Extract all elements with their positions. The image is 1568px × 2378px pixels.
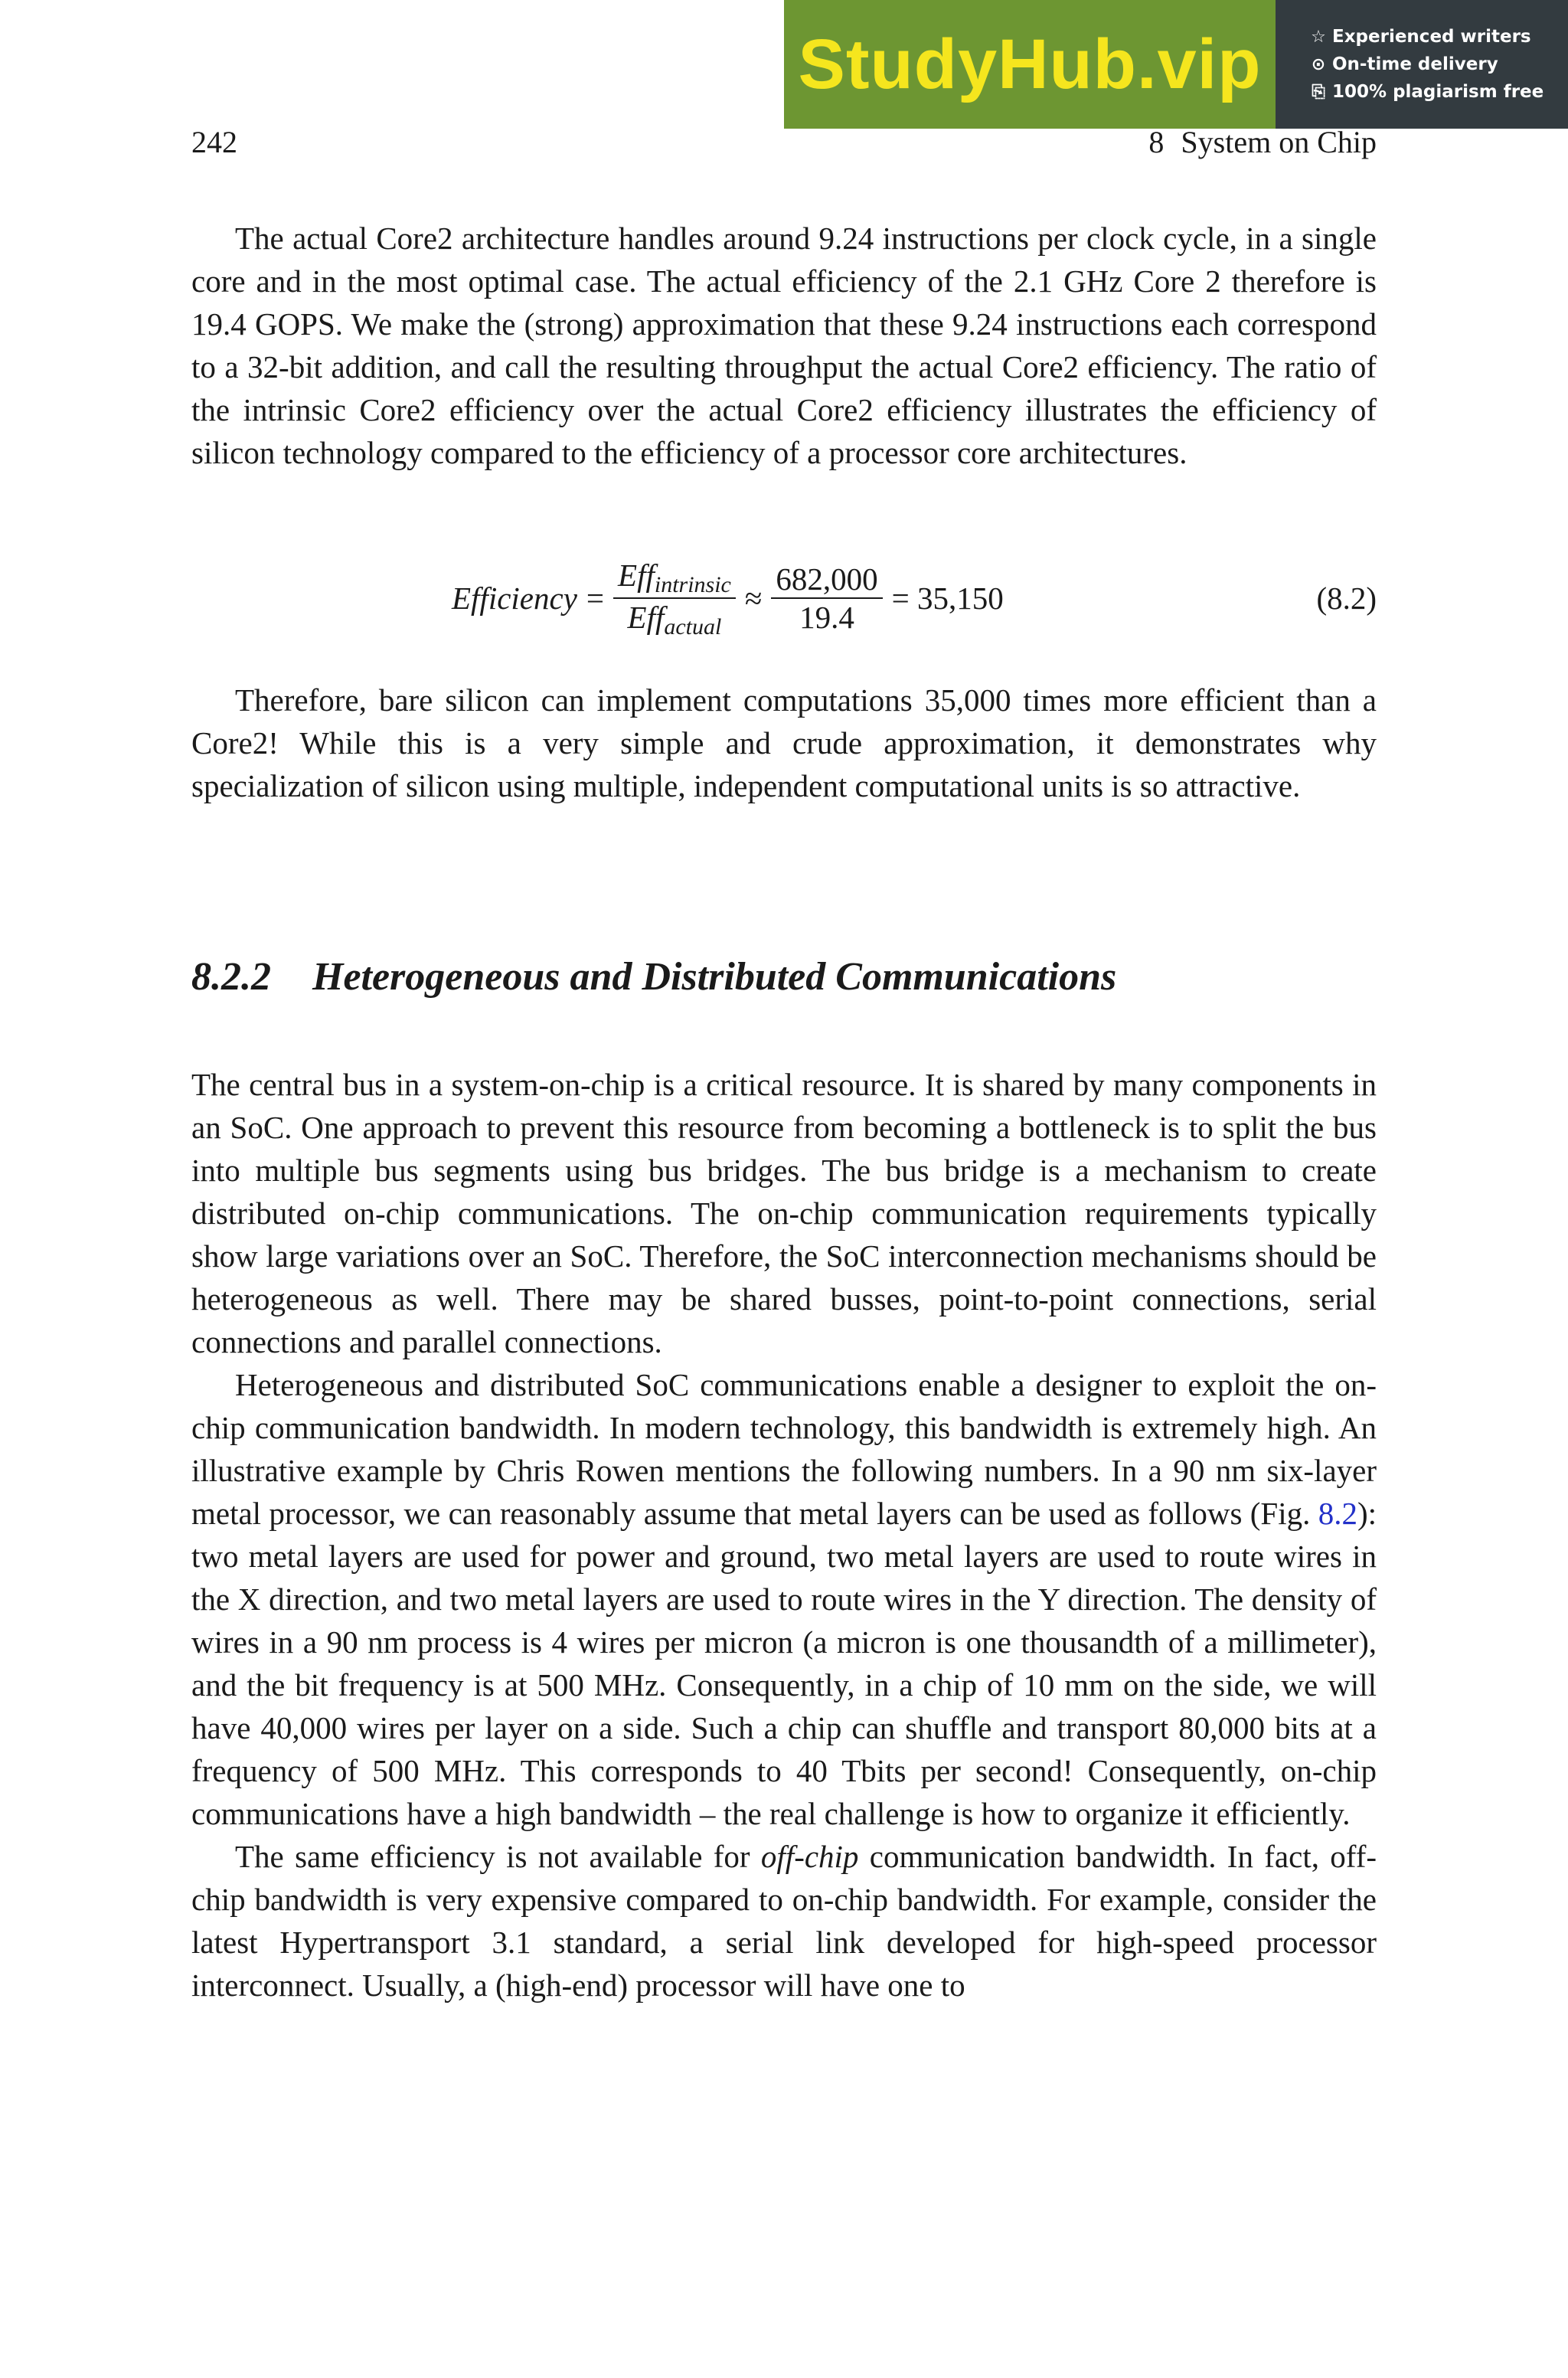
section-body bbox=[191, 1063, 1377, 2007]
fraction-eff-ratio bbox=[613, 557, 736, 639]
fraction-numerator bbox=[613, 557, 736, 597]
document-check-icon: ⎘ bbox=[1312, 82, 1325, 102]
emphasis-off-chip: off-chip bbox=[760, 1839, 859, 1874]
feature-plagiarism-free bbox=[1309, 82, 1568, 102]
feature-experienced-writers bbox=[1309, 27, 1568, 47]
chapter-head bbox=[1148, 124, 1377, 160]
section-heading bbox=[191, 954, 1377, 999]
equation-number: (8.2) bbox=[1316, 581, 1377, 616]
paragraph-central-bus: The central bus in a system-on-chip is a critical resource. It is shared by many components in an SoC. One approach to prevent this resource from becoming a bottleneck is to split the bus into multiple bus segments using bus bridges. The bus bridge is a mechanism to create distributed on-chip communications. The on-chip communication requirements typically show large variations over an SoC. Therefore, the SoC interconnection mechanisms should be heterogeneous as well. There may be shared busses, point-to-point connections, serial connections and parallel connections. bbox=[191, 1067, 1377, 1359]
paragraph-bare-silicon bbox=[191, 679, 1377, 807]
text-run: communication bandwidth. In fact, off-chip bandwidth is very expensive compared to on-chip bandwidth. For example, consider the latest Hypertransport 3.1 standard, a serial link developed for high-speed processor interconnect. Usually, a (high-end) processor will have one to bbox=[191, 1839, 1377, 2003]
feature-label: On-time delivery bbox=[1332, 54, 1498, 74]
fraction-denominator bbox=[623, 599, 727, 639]
eff-symbol: Eff bbox=[627, 600, 665, 635]
figure-link-8-2[interactable]: 8.2 bbox=[1318, 1496, 1357, 1531]
star-icon: ☆ bbox=[1311, 27, 1326, 47]
clock-icon: ⊙ bbox=[1311, 54, 1326, 74]
section-title: Heterogeneous and Distributed Communications bbox=[312, 955, 1117, 999]
subscript-actual: actual bbox=[664, 614, 722, 639]
feature-label: 100% plagiarism free bbox=[1332, 82, 1544, 102]
page-number: 242 bbox=[191, 125, 237, 159]
fraction-numeric bbox=[771, 561, 882, 636]
equation-8-2 bbox=[191, 548, 1377, 648]
text-run: ): two metal layers are used for power and ground, two metal layers are used to route wires in the X direction, and two metal layers are used to route wires in the Y direction. The density of wires in a 90 nm process is 4 wires per micron (a micron is one thousandth of a millimeter), and the bit frequency is at 500 MHz. Consequently, in a chip of 10 mm on the side, we will have 40,000 wires per layer on a side. Such a chip can shuffle and transport 80,000 bits at a frequency of 500 MHz. This corresponds to 40 Tbits per second! Consequently, on-chip communications have a high bandwidth – the real challenge is how to organize it efficiently. bbox=[191, 1496, 1377, 1831]
fraction-denominator: 19.4 bbox=[799, 600, 854, 635]
studyhub-logo[interactable]: StudyHub.vip bbox=[784, 0, 1276, 129]
paragraph-core2-efficiency bbox=[191, 217, 1377, 474]
paragraph-text: The actual Core2 architecture handles around 9.24 instructions per clock cycle, in a single core and in the most optimal case. The actual efficiency of the 2.1 GHz Core 2 therefore is 19.4 GOPS. We make the (strong) approximation that these 9.24 instructions each correspond to a 32-bit addition, and call the resulting throughput the actual Core2 efficiency. The ratio of the intrinsic Core2 efficiency over the actual Core2 efficiency illustrates the efficiency of silicon technology compared to the efficiency of a processor core architectures. bbox=[191, 221, 1377, 470]
banner-feature-list bbox=[1276, 0, 1568, 129]
chapter-title: System on Chip bbox=[1181, 125, 1377, 159]
fraction-numerator: 682,000 bbox=[776, 561, 878, 597]
equation-equals: = bbox=[586, 581, 605, 616]
equation-result: = 35,150 bbox=[891, 581, 1004, 616]
running-head bbox=[191, 124, 1377, 160]
section-number: 8.2.2 bbox=[191, 955, 271, 999]
studyhub-banner[interactable] bbox=[784, 0, 1568, 129]
feature-on-time-delivery bbox=[1309, 54, 1568, 74]
equation-body bbox=[452, 548, 1004, 648]
paragraph-off-chip-bandwidth bbox=[191, 1835, 1377, 2007]
feature-label: Experienced writers bbox=[1332, 27, 1531, 47]
text-run: The same efficiency is not available for bbox=[235, 1839, 761, 1874]
paragraph-on-chip-bandwidth bbox=[191, 1363, 1377, 1835]
equation-lhs: Efficiency bbox=[452, 581, 577, 616]
chapter-number: 8 bbox=[1148, 125, 1165, 159]
text-run: Heterogeneous and distributed SoC communications enable a designer to exploit the on-chip communication bandwidth. In modern technology, this bandwidth is extremely high. An illustrative example by Chris Rowen mentions the following numbers. In a 90 nm six-layer metal processor, we can reasonably assume that metal layers can be used as follows (Fig. bbox=[191, 1367, 1377, 1531]
equation-approx: ≈ bbox=[744, 581, 763, 616]
subscript-intrinsic: intrinsic bbox=[654, 572, 731, 597]
eff-symbol: Eff bbox=[618, 558, 655, 593]
paragraph-text: Therefore, bare silicon can implement computations 35,000 times more efficient than a Core2! While this is a very simple and crude approximation, it demonstrates why specialization of silicon using multiple, independent computational units is so attractive. bbox=[191, 682, 1377, 803]
